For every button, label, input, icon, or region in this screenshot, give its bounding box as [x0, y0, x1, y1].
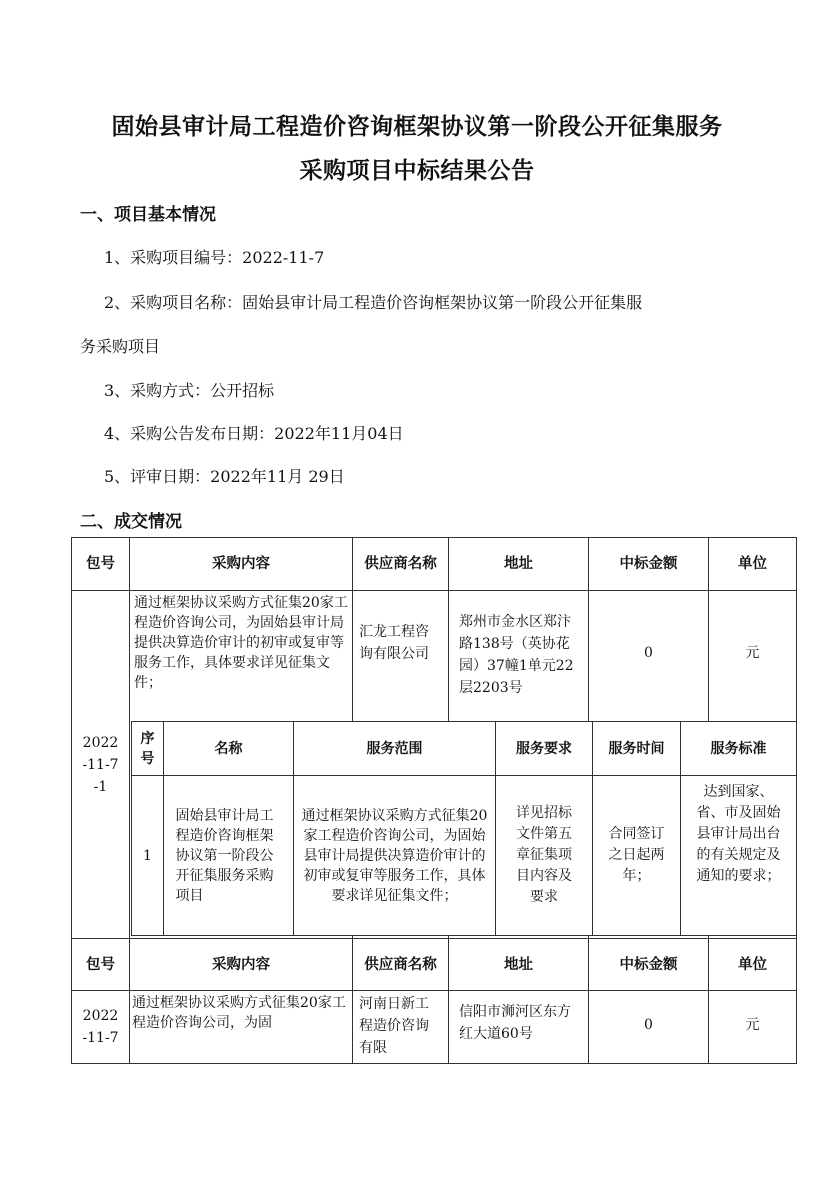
- title-line-1: 固始县审计局工程造价咨询框架协议第一阶段公开征集服务: [111, 114, 723, 140]
- inner-header-requirement: 服务要求: [496, 722, 593, 776]
- item-review-date: 5、评审日期：2022年11月 29日: [104, 467, 345, 486]
- cell-supplier: 汇龙工程咨询有限公司: [353, 591, 449, 939]
- header-address: 地址: [449, 538, 589, 591]
- header-supplier: 供应商名称: [353, 538, 449, 591]
- header-package-2: 包号: [72, 939, 130, 991]
- inner-header-name: 名称: [164, 722, 294, 776]
- inner-header-standard: 服务标准: [681, 722, 797, 776]
- cell-address-2: 信阳市浉河区东方红大道60号: [449, 991, 589, 1064]
- item-announcement-date: 4、采购公告发布日期：2022年11月04日: [104, 424, 404, 443]
- cell-content-2: 通过框架协议采购方式征集20家工程造价咨询公司，为固: [130, 991, 353, 1064]
- header-amount-2: 中标金额: [589, 939, 709, 991]
- header-address-2: 地址: [449, 939, 589, 991]
- inner-header-time: 服务时间: [593, 722, 681, 776]
- cell-unit-2: 元: [709, 991, 797, 1064]
- header-content: 采购内容: [130, 538, 353, 591]
- title-line-2: 采购项目中标结果公告: [299, 158, 535, 184]
- item-procurement-method: 3、采购方式：公开招标: [104, 381, 275, 400]
- section-heading-results: 二、成交情况: [80, 512, 182, 532]
- inner-header-scope: 服务范围: [294, 722, 496, 776]
- cell-address: 郑州市金水区郑汴路138号（英协花园）37幢1单元22层2203号: [449, 591, 589, 939]
- inner-header-no: 序号: [132, 722, 164, 776]
- header-content-2: 采购内容: [130, 939, 353, 991]
- inner-cell-name: 固始县审计局工程造价咨询框架协议第一阶段公开征集服务采购项目: [164, 776, 294, 936]
- inner-cell-scope: 通过框架协议采购方式征集20家工程造价咨询公司，为固始县审计局提供决算造价审计的初审或复审等服务工作，具体要求详见征集文件；: [294, 776, 496, 936]
- header-supplier-2: 供应商名称: [353, 939, 449, 991]
- cell-unit: 元: [709, 591, 797, 939]
- cell-supplier-2: 河南日新工程造价咨询有限: [353, 991, 449, 1064]
- header-unit: 单位: [709, 538, 797, 591]
- section-heading-basic: 一、项目基本情况: [80, 205, 216, 225]
- inner-cell-time: 合同签订之日起两年；: [593, 776, 681, 936]
- header-unit-2: 单位: [709, 939, 797, 991]
- cell-content: 通过框架协议采购方式征集20家工程造价咨询公司，为固始县审计局提供决算造价审计的初审或复审等服务工作，具体要求详见征集文件；: [130, 591, 353, 939]
- cell-package-2: 2022-11-7: [72, 991, 130, 1064]
- header-amount: 中标金额: [589, 538, 709, 591]
- service-detail-table: [131, 721, 797, 936]
- item-project-name-line1: 2、采购项目名称：固始县审计局工程造价咨询框架协议第一阶段公开征集服: [104, 293, 643, 312]
- cell-amount-2: 0: [589, 991, 709, 1064]
- cell-package: 2022-11-7-1: [72, 591, 130, 939]
- cell-amount: 0: [589, 591, 709, 939]
- item-project-number: 1、采购项目编号：2022-11-7: [104, 248, 325, 267]
- inner-cell-no: 1: [132, 776, 164, 936]
- inner-cell-standard: 达到国家、省、市及固始县审计局出台的有关规定及通知的要求；: [681, 776, 797, 936]
- item-project-name-line2: 务采购项目: [80, 337, 161, 356]
- header-package: 包号: [72, 538, 130, 591]
- inner-cell-requirement: 详见招标文件第五章征集项目内容及要求: [496, 776, 593, 936]
